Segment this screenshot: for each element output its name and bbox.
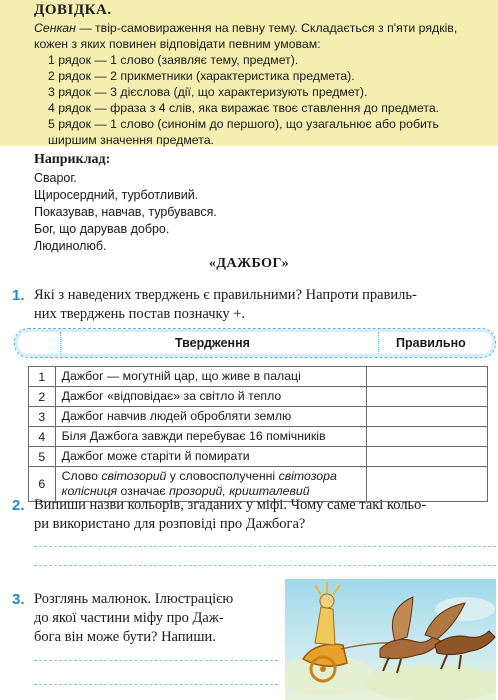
reference-line-1: 1 рядок — 1 слово (заявляє тему, предмет). [48, 53, 299, 67]
myth-title: «ДАЖБОГ» [208, 256, 290, 271]
task-3-text-line-2: до якої частини міфу про Даж- [34, 610, 224, 626]
row6-text-b: світозорий [101, 469, 167, 483]
example-line-3: Показував, навчав, турбувався. [34, 205, 217, 219]
row-statement: Дажбог може старіти й помирати [55, 447, 366, 467]
row6-text-g: прозорий, кришталевий [169, 484, 310, 498]
row-mark-cell[interactable] [366, 367, 487, 387]
task-1-text-line-2: них тверджень постав позначку +. [34, 306, 246, 322]
example-line-2: Щиросердний, турботливий. [34, 188, 199, 202]
table-header [14, 328, 496, 358]
reference-term: Сенкан [34, 21, 76, 35]
task-3-number: 3. [12, 591, 25, 608]
row-mark-cell[interactable] [366, 427, 487, 447]
row6-text-f: означає [117, 484, 170, 498]
answer-line[interactable] [34, 660, 278, 661]
example-line-5: Людинолюб. [34, 239, 107, 253]
reference-line-4: 4 рядок — фраза з 4 слів, яка виражає твоє ставлення до предмета. [48, 101, 440, 115]
task-1-number: 1. [12, 287, 25, 304]
task-2-text-line-1: Випиши назви кольорів, згаданих у міфі. Чому саме такі кольо- [34, 497, 427, 513]
task-3-text-line-3: бога він може бути? Напиши. [34, 629, 216, 645]
row6-text-a: Слово [61, 469, 102, 483]
reference-intro-text: — твір-самовираження на певну тему. Складається з п'яти рядків, кожен з яких повинен відповідати певним умовам: [34, 21, 458, 51]
header-statement: Твердження [175, 336, 250, 350]
reference-line-3: 3 рядок — 3 дієслова (дії, що характеризують предмет). [48, 85, 368, 99]
reference-box [0, 0, 498, 146]
header-divider [378, 332, 379, 354]
answer-line[interactable] [34, 684, 278, 685]
header-divider [60, 332, 61, 354]
answer-line[interactable] [34, 546, 496, 547]
reference-intro [34, 20, 480, 52]
reference-title: ДОВІДКА. [34, 2, 112, 18]
row-statement: Дажбог «відповідає» за світло й тепло [55, 387, 366, 407]
table-row [29, 387, 488, 407]
row-number: 5 [29, 447, 56, 467]
row-number: 4 [29, 427, 56, 447]
chariot-illustration-svg [285, 579, 496, 700]
example-line-4: Бог, що дарував добро. [34, 222, 170, 236]
row-mark-cell[interactable] [366, 407, 487, 427]
example-line-1: Сварог. [34, 171, 77, 185]
task-3-text-line-1: Розглянь малюнок. Ілюстрацією [34, 591, 234, 607]
row6-text-c: у словосполученні [166, 469, 279, 483]
reference-line-2: 2 рядок — 2 прикметники (характеристика предмета). [48, 69, 355, 83]
row6-text-e: колісниця [61, 484, 118, 498]
table-row [29, 367, 488, 387]
row-statement: Біля Дажбога завжди перебуває 16 помічників [55, 427, 366, 447]
rider-head [320, 594, 334, 608]
row-number: 2 [29, 387, 56, 407]
example-title: Наприклад: [34, 152, 111, 167]
row-mark-cell[interactable] [366, 387, 487, 407]
statements-table [28, 366, 488, 502]
example-block [34, 152, 217, 255]
row-number: 3 [29, 407, 56, 427]
table-row [29, 427, 488, 447]
table-row [29, 407, 488, 427]
task-2-text-line-2: ри використано для розповіді про Дажбога? [34, 516, 306, 532]
table-row [29, 447, 488, 467]
row-statement: Дажбог — могутній цар, що живе в палаці [55, 367, 366, 387]
row-number: 1 [29, 367, 56, 387]
dazhbog-chariot-illustration [285, 579, 496, 700]
chariot-wheel-hub [320, 666, 326, 672]
reference-line-5: 5 рядок — 1 слово (синонім до першого), що узагальнює або робить ширшим значення предмета. [48, 117, 439, 147]
task-1-text-line-1: Які з наведених тверджень є правильними? Напроти правиль- [34, 287, 417, 303]
header-correct: Правильно [396, 336, 466, 350]
row-number: 6 [29, 467, 56, 502]
row-mark-cell[interactable] [366, 447, 487, 467]
answer-line[interactable] [34, 565, 496, 566]
task-2-number: 2. [12, 497, 25, 514]
row6-text-d: світозора [278, 469, 337, 483]
row-statement: Дажбог навчив людей обробляти землю [55, 407, 366, 427]
